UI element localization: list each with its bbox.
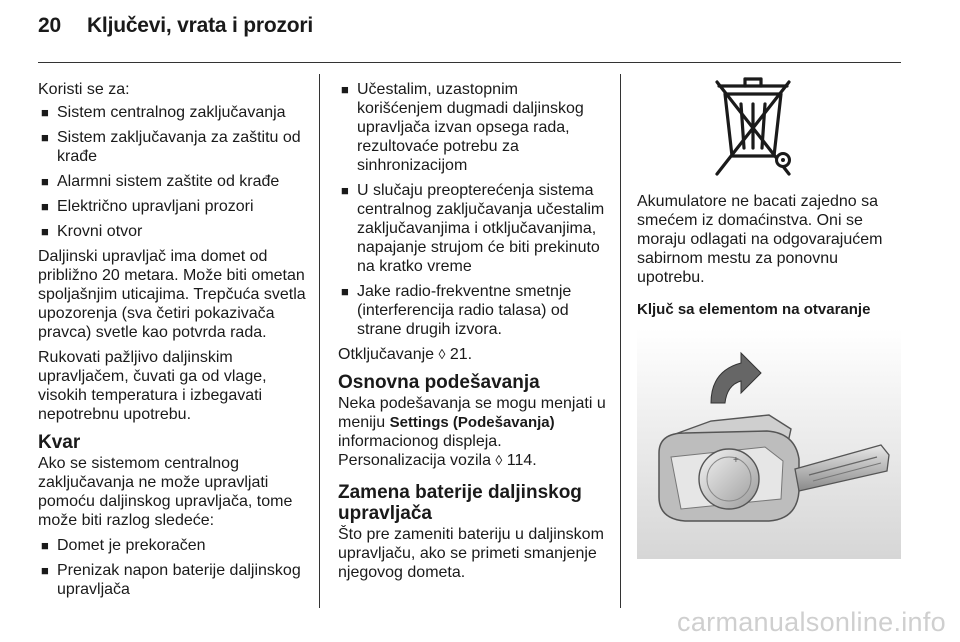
intro-text: Koristi se za:	[38, 81, 130, 98]
list-item: ■ Alarmni sistem zaštite od krađe	[38, 172, 306, 191]
column-1	[38, 80, 306, 605]
battery-paragraph: Što pre zameniti bateriju u daljinskom upravljaču, ako se primeti smanjenje njegovog dometa.	[338, 526, 604, 581]
list-item: ■ Sistem zaključavanja za zaštitu od krađe	[38, 128, 306, 166]
key-heading: Ključ sa elementom na otvaranje	[637, 301, 871, 318]
page-ref-arrow-icon: ◊	[438, 346, 446, 362]
care-paragraph: Rukovati pažljivo daljinskim upravljačem, čuvati ga od vlage, visokih temperatura i izbegavati nepotrebnu upotrebu.	[38, 349, 267, 423]
disposal-paragraph: Akumulatore ne bacati zajedno sa smećem iz domaćinstva. Oni se moraju odlagati na odgovarajućem sabirnom mestu za ponovnu upotrebu.	[637, 193, 883, 286]
page-header	[38, 14, 313, 38]
personalization-reference[interactable]	[338, 452, 537, 469]
column-divider-1	[319, 74, 320, 608]
crossed-out-wheelie-bin-icon	[637, 74, 901, 182]
page-number: 20	[38, 14, 61, 37]
basic-settings-text-1: Neka podešavanja se mogu menjati u meniju	[338, 395, 606, 431]
list-item: ■ Električno upravljani prozori	[38, 197, 306, 216]
column-3	[637, 74, 901, 559]
personalization-label: Personalizacija vozila	[338, 452, 491, 469]
list-item: ■ Učestalim, uzastopnim korišćenjem dugmadi daljinskog upravljača izvan opsega rada, rezultovaće potrebu za sinhronizacijom	[338, 80, 606, 175]
list-item: ■ U slučaju preopterećenja sistema centralnog zaključavanja učestalim zaključavanjima i otključavanjima, napajanje strujom će biti prekinuto na kratko vreme	[338, 181, 606, 276]
list-item: ■ Prenizak napon baterije daljinskog upravljača	[38, 561, 306, 599]
basic-settings-paragraph	[338, 394, 606, 470]
basic-settings-text-2: informacionog displeja.	[338, 433, 502, 450]
header-rule	[38, 62, 901, 63]
list-item: ■ Domet je prekoračen	[38, 536, 306, 555]
basic-settings-heading: Osnovna podešavanja	[338, 372, 540, 393]
list-item: ■ Sistem centralnog zaključavanja	[38, 103, 306, 122]
column-divider-2	[620, 74, 621, 608]
uses-list	[38, 103, 306, 241]
fault-list-continued	[338, 80, 606, 339]
key-battery-compartment-illustration	[637, 329, 901, 559]
page-title: Ključevi, vrata i prozori	[86, 14, 314, 37]
battery-heading: Zamena baterije daljinskog upravljača	[338, 482, 582, 524]
page-ref-arrow-icon: ◊	[495, 452, 503, 468]
unlock-page: 21.	[449, 346, 473, 363]
list-item: ■ Krovni otvor	[38, 222, 306, 241]
settings-menu-name: Settings (Podešavanja)	[389, 414, 555, 431]
fault-list	[38, 536, 306, 599]
watermark: carmanualsonline.info	[677, 607, 946, 637]
fault-paragraph: Ako se sistemom centralnog zaključavanja ne može upravljati pomoću daljinskog upravljača, tome može biti razlog sledeće:	[38, 455, 293, 529]
column-2	[338, 80, 606, 588]
svg-text:+: +	[733, 455, 739, 466]
range-paragraph: Daljinski upravljač ima domet od približno 20 metara. Može biti ometan spoljašnjim uticajima. Trepčuća svetla upozorenja (sva četiri pokazivača pravca) svetle kao potvrda rada.	[38, 248, 306, 341]
list-item: ■ Jake radio-frekventne smetnje (interferencija radio talasa) od strane drugih izvora.	[338, 282, 606, 339]
unlock-reference[interactable]	[338, 345, 606, 364]
unlock-label: Otključavanje	[338, 346, 435, 363]
personalization-page: 114.	[506, 452, 537, 469]
fault-heading: Kvar	[38, 432, 81, 453]
